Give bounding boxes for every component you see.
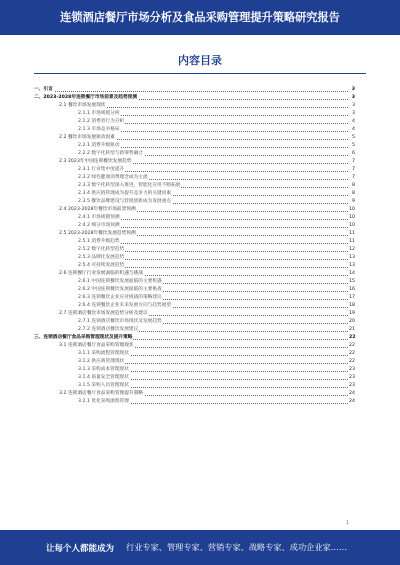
toc-entry-title: 2.6.3 连锁餐饮企业应对挑战的策略建议 bbox=[78, 295, 162, 300]
toc-entry-page: 22 bbox=[349, 351, 355, 356]
toc-entry-page: 22 bbox=[349, 359, 355, 364]
toc-entry-page: 3 bbox=[349, 94, 355, 102]
toc-entry-page: 22 bbox=[349, 343, 355, 348]
toc-entry-page: 17 bbox=[349, 295, 355, 300]
toc-entry-title: 3.1.3 采购成本管理现状 bbox=[78, 367, 129, 372]
toc-entry-page: 10 bbox=[349, 223, 355, 228]
toc-entry-page: 3 bbox=[349, 110, 355, 118]
toc-entry-title: 2.2 餐饮市场发展驱动因素 bbox=[59, 135, 115, 140]
toc-entry-title: 一、引言 bbox=[34, 87, 53, 92]
toc-entry-title: 2.1.2 消费者行为分析 bbox=[78, 119, 125, 124]
toc-entry-title: 2.6.4 连锁餐饮企业未来发展方向与趋势展望 bbox=[78, 303, 172, 308]
toc-entry[interactable] bbox=[0, 382, 400, 390]
toc-entry[interactable] bbox=[0, 118, 400, 126]
toc-entry[interactable] bbox=[0, 278, 400, 286]
toc-entry-page: 15 bbox=[349, 279, 355, 284]
toc-entry[interactable] bbox=[0, 94, 400, 102]
toc-entry-title: 3.1.1 采购流程管理现状 bbox=[78, 351, 129, 356]
toc-entry-title: 2.4.1 市场规模预测 bbox=[78, 215, 120, 220]
toc-entry[interactable] bbox=[0, 294, 400, 302]
toc-entry-page: 7 bbox=[349, 166, 355, 174]
toc-entry-page: 14 bbox=[349, 271, 355, 276]
toc-entry-title: 2.3.3 数字化转型深入推进，智能化应用不断拓展 bbox=[78, 183, 181, 188]
toc-entry[interactable] bbox=[0, 142, 400, 150]
header-banner bbox=[0, 0, 400, 35]
toc-entry-page: 22 bbox=[349, 335, 356, 340]
toc-entry-page: 10 bbox=[349, 215, 355, 220]
report-title: 连锁酒店餐厅市场分析及食品采购管理提升策略研究报告 bbox=[60, 11, 340, 24]
toc-entry-page: 20 bbox=[349, 319, 355, 324]
toc-entry-page: 5 bbox=[349, 134, 355, 142]
footer-slogan: 让每个人都能成为 bbox=[46, 544, 115, 554]
toc-entry-page: 19 bbox=[349, 311, 355, 316]
toc-entry-title: 3.2.1 优化采购流程管理 bbox=[78, 399, 129, 404]
toc-entry-page: 13 bbox=[349, 263, 355, 268]
page-mark: 1 bbox=[346, 520, 350, 526]
toc-entry[interactable] bbox=[0, 350, 400, 358]
toc-entry-page: 5 bbox=[349, 142, 355, 150]
toc-entry-title: 2.2.1 消费升级驱动 bbox=[78, 143, 120, 148]
toc-entry-title: 2.3.4 供应链管理成为提升竞争力的关键因素 bbox=[78, 191, 172, 196]
toc-entry[interactable] bbox=[0, 246, 400, 254]
toc-entry[interactable] bbox=[0, 342, 400, 350]
toc-entry-page: 3 bbox=[349, 102, 355, 110]
toc-entry[interactable] bbox=[0, 110, 400, 118]
toc-entry[interactable] bbox=[0, 102, 400, 110]
toc-entry-page: 7 bbox=[349, 158, 355, 166]
toc-entry-page: 4 bbox=[349, 118, 355, 126]
toc-entry-page: 13 bbox=[349, 255, 355, 260]
toc-entry[interactable] bbox=[0, 238, 400, 246]
toc-entry[interactable] bbox=[0, 390, 400, 398]
toc-entry-title: 3.1.4 质量安全管理现状 bbox=[78, 375, 129, 380]
toc-entry-title: 2.7.1 连锁酒店餐饮市场现状及发展趋势 bbox=[78, 319, 162, 324]
toc-entry-title: 2.3 2023年中国连锁餐饮发展趋势 bbox=[59, 159, 132, 164]
toc-entry-page: 24 bbox=[349, 391, 355, 396]
toc-entry-page: 24 bbox=[349, 399, 355, 404]
toc-entry-title: 2.4.2 细分市场预测 bbox=[78, 223, 120, 228]
toc-entry[interactable] bbox=[0, 174, 400, 182]
toc-entry-page: 9 bbox=[349, 198, 355, 206]
toc-entry[interactable] bbox=[0, 150, 400, 158]
toc-entry[interactable] bbox=[0, 86, 400, 94]
toc-entry-title: 2.5 2023-2028年餐饮发展趋势预测 bbox=[59, 231, 136, 236]
toc-entry-page: 11 bbox=[349, 239, 355, 244]
toc-entry[interactable] bbox=[0, 190, 400, 198]
footer-banner bbox=[0, 530, 400, 565]
toc-entry[interactable] bbox=[0, 222, 400, 230]
toc-entry-page: 6 bbox=[349, 150, 355, 158]
toc-divider bbox=[34, 73, 366, 74]
toc-entry-page: 8 bbox=[349, 190, 355, 198]
toc-entry-title: 2.1.3 市场竞争格局 bbox=[78, 127, 120, 132]
toc-entry[interactable] bbox=[0, 270, 400, 278]
toc-entry[interactable] bbox=[0, 254, 400, 262]
toc-entry-title: 2.3.1 行业集中度提升 bbox=[78, 167, 125, 172]
toc-entry-title: 3.1 连锁酒店餐厅食品采购管理现状 bbox=[59, 343, 134, 348]
toc-entry[interactable] bbox=[0, 206, 400, 214]
toc-entry-title: 2.4 2023-2028年餐饮市场前景预测 bbox=[59, 207, 136, 212]
toc-entry-title: 2.6 连锁餐厅行业发展面临的机遇与挑战 bbox=[59, 271, 143, 276]
toc-entry-title: 3.2 连锁酒店餐厅食品采购管理提升策略 bbox=[59, 391, 143, 396]
toc-entry[interactable] bbox=[0, 262, 400, 270]
toc-entry[interactable] bbox=[0, 358, 400, 366]
toc-entry-title: 2.6.2 中国连锁餐饮发展面临的主要挑战 bbox=[78, 287, 162, 292]
toc-entry-page: 16 bbox=[349, 287, 355, 292]
toc-heading: 内容目录 bbox=[178, 54, 222, 67]
toc-entry-title: 3.1.5 采购人员管理现状 bbox=[78, 383, 129, 388]
toc-entry[interactable] bbox=[0, 286, 400, 294]
toc-entry-page: 18 bbox=[349, 303, 355, 308]
toc-entry-page: 8 bbox=[349, 182, 355, 190]
toc-entry[interactable] bbox=[0, 230, 400, 238]
toc-entry[interactable] bbox=[0, 182, 400, 190]
toc-entry-title: 二、2023-2028年连锁餐厅市场前景及趋势预测 bbox=[34, 95, 138, 100]
toc-entry[interactable] bbox=[0, 398, 400, 406]
toc-entry[interactable] bbox=[0, 334, 400, 342]
toc-entry[interactable] bbox=[0, 198, 400, 206]
toc-entry[interactable] bbox=[0, 126, 400, 134]
toc-entry-page: 7 bbox=[349, 174, 355, 182]
toc-entry-page: 10 bbox=[349, 207, 355, 212]
toc-entry-title: 2.3.5 餐饮品牌建设与营销创新成为发展重点 bbox=[78, 199, 172, 204]
toc-entry-page: 11 bbox=[349, 231, 355, 236]
toc-entry-title: 2.5.1 消费升级趋势 bbox=[78, 239, 120, 244]
toc-entry-title: 2.5.2 数字化转型趋势 bbox=[78, 247, 125, 252]
toc-entry-page: 23 bbox=[349, 375, 355, 380]
toc-entry[interactable] bbox=[0, 166, 400, 174]
toc-entry[interactable] bbox=[0, 158, 400, 166]
toc-entry-title: 2.7.2 连锁酒店餐饮发展建议 bbox=[78, 327, 139, 332]
toc-entry[interactable] bbox=[0, 326, 400, 334]
toc-entry-title: 3.1.2 供应商管理现状 bbox=[78, 359, 125, 364]
toc-entry[interactable] bbox=[0, 214, 400, 222]
toc-entry-title: 三、连锁酒店餐厅食品采购管理现状及提升策略 bbox=[34, 335, 133, 340]
toc-entry[interactable] bbox=[0, 310, 400, 318]
toc-entry-page: 3 bbox=[349, 86, 355, 94]
toc-entry-page: 23 bbox=[349, 367, 355, 372]
toc-entry[interactable] bbox=[0, 374, 400, 382]
toc-entry-title: 2.1.1 市场规模分析 bbox=[78, 111, 120, 116]
toc-entry[interactable] bbox=[0, 318, 400, 326]
toc-entry-page: 4 bbox=[349, 126, 355, 134]
toc-leader-dots bbox=[34, 91, 350, 92]
toc-entry-title: 2.2.2 数字化转型与新零售融合 bbox=[78, 151, 143, 156]
toc-entry-title: 2.5.3 品牌化发展趋势 bbox=[78, 255, 125, 260]
toc-entry-title: 2.5.4 可持续发展趋势 bbox=[78, 263, 125, 268]
toc-entry-title: 2.1 餐饮市场发展现状 bbox=[59, 103, 106, 108]
toc-entry-page: 23 bbox=[349, 383, 355, 388]
toc-entry-title: 2.7 连锁酒店餐饮市场发展趋势分析及建议 bbox=[59, 311, 148, 316]
footer-roles: 行业专家、管理专家、营销专家、战略专家、成功企业家…… bbox=[126, 542, 348, 552]
toc-entry-page: 12 bbox=[349, 247, 355, 252]
toc-entry[interactable] bbox=[0, 366, 400, 374]
toc-entry-title: 2.3.2 绿色健康消费理念成为主流 bbox=[78, 175, 148, 180]
toc-entry[interactable] bbox=[0, 302, 400, 310]
toc-entry-title: 2.6.1 中国连锁餐饮发展面临的主要机遇 bbox=[78, 279, 162, 284]
toc-entry[interactable] bbox=[0, 134, 400, 142]
toc-entry-page: 21 bbox=[349, 327, 355, 332]
table-of-contents bbox=[0, 86, 400, 406]
